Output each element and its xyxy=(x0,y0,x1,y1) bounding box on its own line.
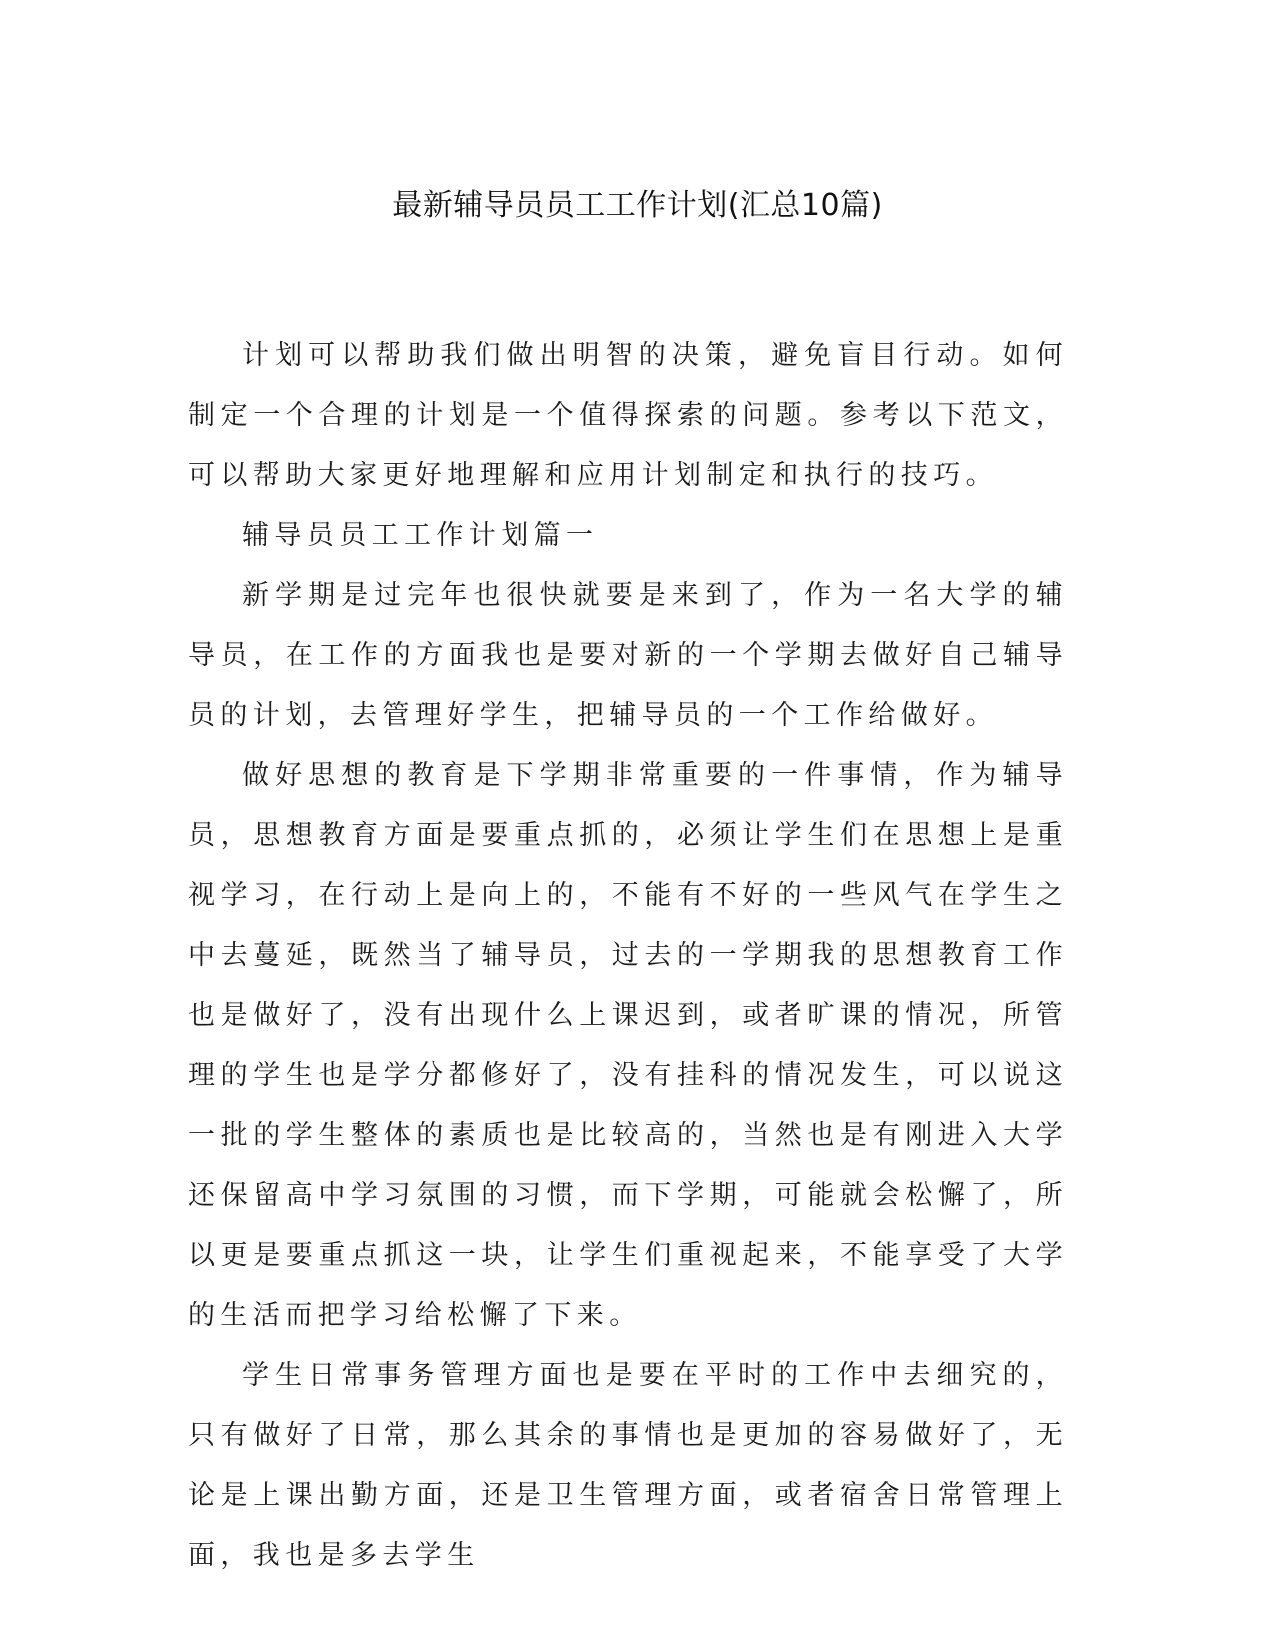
document-body xyxy=(188,326,1068,1586)
body-paragraph: 新学期是过完年也很快就要是来到了，作为一名大学的辅导员，在工作的方面我也是要对新的一个学期去做好自己辅导员的计划，去管理好学生，把辅导员的一个工作给做好。 xyxy=(188,580,1068,731)
body-paragraph: 做好思想的教育是下学期非常重要的一件事情，作为辅导员，思想教育方面是要重点抓的，必须让学生们在思想上是重视学习，在行动上是向上的，不能有不好的一些风气在学生之中去蔓延，既然当了辅导员，过去的一学期我的思想教育工作也是做好了，没有出现什么上课迟到，或者旷课的情况，所管理的学生也是学分都修好了，没有挂科的情况发生，可以说这一批的学生整体的素质也是比较高的，当然也是有刚进入大学还保留高中学习氛围的习惯，而下学期，可能就会松懈了，所以更是要重点抓这一块，让学生们重视起来，不能享受了大学的生活而把学习给松懈了下来。 xyxy=(188,760,1068,1331)
document-title: 最新辅导员员工工作计划(汇总10篇) xyxy=(392,188,883,223)
intro-paragraph: 计划可以帮助我们做出明智的决策，避免盲目行动。如何制定一个合理的计划是一个值得探索的问题。参考以下范文，可以帮助大家更好地理解和应用计划制定和执行的技巧。 xyxy=(188,340,1068,491)
section-heading: 辅导员员工工作计划篇一 xyxy=(242,520,599,551)
body-paragraph: 学生日常事务管理方面也是要在平时的工作中去细究的，只有做好了日常，那么其余的事情也是更加的容易做好了，无论是上课出勤方面，还是卫生管理方面，或者宿舍日常管理上面，我也是多去学生 xyxy=(188,1360,1068,1571)
